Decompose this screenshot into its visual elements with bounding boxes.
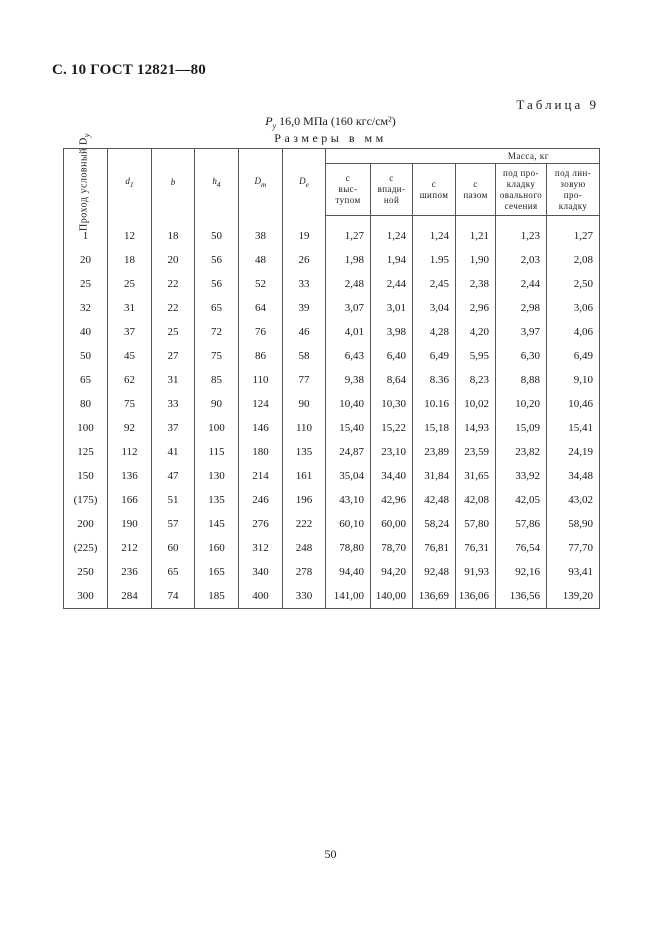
- table-cell: 90: [283, 392, 326, 416]
- table-cell: 1: [64, 224, 108, 248]
- table-cell: 23,10: [371, 440, 413, 464]
- mass-col-line: впади-: [377, 184, 406, 194]
- table-cell: 37: [108, 320, 152, 344]
- table-cell: 25: [108, 272, 152, 296]
- mass-col-line: с: [345, 173, 351, 183]
- table-cell: 278: [283, 560, 326, 584]
- table-cell: (225): [64, 536, 108, 560]
- table-cell: 19: [283, 224, 326, 248]
- table-cell: 78,70: [371, 536, 413, 560]
- table-cell: 24,19: [547, 440, 600, 464]
- table-row: [64, 224, 600, 248]
- table-cell: 92,16: [496, 560, 547, 584]
- table-cell: 161: [283, 464, 326, 488]
- table-cell: 77: [283, 368, 326, 392]
- table-cell: 248: [283, 536, 326, 560]
- table-cell: 24,87: [326, 440, 371, 464]
- table-cell: 1,90: [456, 248, 496, 272]
- table-cell: 8.36: [413, 368, 456, 392]
- mass-col-line: с: [473, 178, 478, 189]
- table-cell: 25: [152, 320, 195, 344]
- table-cell: 35,04: [326, 464, 371, 488]
- table-cell: 3,98: [371, 320, 413, 344]
- table-cell: 8,64: [371, 368, 413, 392]
- table-cell: 34,48: [547, 464, 600, 488]
- col-header-d1-text: d: [125, 175, 130, 186]
- table-cell: 57,86: [496, 512, 547, 536]
- table-cell: 42,05: [496, 488, 547, 512]
- table-cell: 92,48: [413, 560, 456, 584]
- table-cell: 64: [239, 296, 283, 320]
- table-cell: 91,93: [456, 560, 496, 584]
- table-cell: 42,08: [456, 488, 496, 512]
- table-cell: 136,06: [456, 584, 496, 609]
- table-cell: 276: [239, 512, 283, 536]
- table-cell: 10,30: [371, 392, 413, 416]
- table-cell: 136: [108, 464, 152, 488]
- table-cell: 2,98: [496, 296, 547, 320]
- col-header-de: [283, 149, 326, 216]
- table-cell: 15,09: [496, 416, 547, 440]
- table-row: [64, 584, 600, 609]
- table-cell: 15,18: [413, 416, 456, 440]
- table-cell: 76: [239, 320, 283, 344]
- table-cell: 40: [64, 320, 108, 344]
- table-row: [64, 392, 600, 416]
- table-cell: 340: [239, 560, 283, 584]
- table-cell: 52: [239, 272, 283, 296]
- table-row: [64, 248, 600, 272]
- table-cell: 330: [283, 584, 326, 609]
- table-cell: 300: [64, 584, 108, 609]
- table-cell: 4,20: [456, 320, 496, 344]
- table-cell: 10,20: [496, 392, 547, 416]
- table-cell: 6,49: [547, 344, 600, 368]
- table-cell: 38: [239, 224, 283, 248]
- table-cell: 58: [283, 344, 326, 368]
- table-cell: 31: [108, 296, 152, 320]
- table-cell: 2,50: [547, 272, 600, 296]
- table-cell: 1,21: [456, 224, 496, 248]
- pressure-symbol: P: [265, 114, 273, 128]
- table-cell: 145: [195, 512, 239, 536]
- table-cell: 1,27: [547, 224, 600, 248]
- table-cell: 18: [152, 224, 195, 248]
- table-cell: 6,49: [413, 344, 456, 368]
- table-cell: 51: [152, 488, 195, 512]
- table-cell: 94,20: [371, 560, 413, 584]
- table-cell: 31,65: [456, 464, 496, 488]
- mass-col-header: [547, 164, 600, 216]
- table-cell: 80: [64, 392, 108, 416]
- table-cell: 160: [195, 536, 239, 560]
- table-cell: 57: [152, 512, 195, 536]
- table-cell: 190: [108, 512, 152, 536]
- col-header-de-text: D: [299, 175, 306, 186]
- mass-col-line: выс-: [338, 184, 358, 194]
- mass-col-header: [326, 164, 371, 216]
- table-cell: 236: [108, 560, 152, 584]
- table-cell: 78,80: [326, 536, 371, 560]
- table-cell: 112: [108, 440, 152, 464]
- table-cell: 34,40: [371, 464, 413, 488]
- table-cell: 62: [108, 368, 152, 392]
- table-row: [64, 536, 600, 560]
- table-cell: 10,02: [456, 392, 496, 416]
- table-cell: 9,38: [326, 368, 371, 392]
- table-cell: 58,24: [413, 512, 456, 536]
- table-cell: 246: [239, 488, 283, 512]
- col-header-mass: Масса, кг: [326, 149, 600, 164]
- table-cell: 3,04: [413, 296, 456, 320]
- table-cell: 32: [64, 296, 108, 320]
- table-cell: 1,94: [371, 248, 413, 272]
- table-cell: 65: [195, 296, 239, 320]
- table-row: [64, 440, 600, 464]
- table-cell: 136,69: [413, 584, 456, 609]
- col-header-dy-text: Проход условный D: [78, 137, 89, 232]
- table-cell: 10,40: [326, 392, 371, 416]
- table-row: [64, 344, 600, 368]
- table-cell: 94,40: [326, 560, 371, 584]
- table-cell: 18: [108, 248, 152, 272]
- col-header-dy: [64, 133, 108, 232]
- table-cell: 27: [152, 344, 195, 368]
- table-cell: 25: [64, 272, 108, 296]
- table-cell: 141,00: [326, 584, 371, 609]
- table-cell: 135: [195, 488, 239, 512]
- table-cell: 33: [152, 392, 195, 416]
- mass-col-line: кладку: [558, 200, 588, 211]
- table-cell: 33: [283, 272, 326, 296]
- table-cell: 39: [283, 296, 326, 320]
- table-cell: 15,40: [326, 416, 371, 440]
- table-cell: (175): [64, 488, 108, 512]
- table-cell: 9,10: [547, 368, 600, 392]
- table-cell: 135: [283, 440, 326, 464]
- table-cell: 58,90: [547, 512, 600, 536]
- table-cell: 115: [195, 440, 239, 464]
- table-cell: 1,24: [413, 224, 456, 248]
- table-cell: 31: [152, 368, 195, 392]
- table-cell: 50: [195, 224, 239, 248]
- table-cell: 110: [283, 416, 326, 440]
- table-cell: 57,80: [456, 512, 496, 536]
- mass-col-line: пазом: [463, 189, 488, 200]
- table-cell: 166: [108, 488, 152, 512]
- mass-col-header: [371, 164, 413, 216]
- col-header-de-sub: e: [305, 179, 309, 189]
- table-cell: 56: [195, 272, 239, 296]
- table-row: [64, 272, 600, 296]
- mass-col-header: [496, 164, 547, 216]
- table-cell: 93,41: [547, 560, 600, 584]
- table-cell: 12: [108, 224, 152, 248]
- table-cell: 45: [108, 344, 152, 368]
- table-cell: 100: [64, 416, 108, 440]
- table-spacer: [64, 216, 600, 225]
- table-cell: 23,59: [456, 440, 496, 464]
- table-cell: 5,95: [456, 344, 496, 368]
- table-row: [64, 464, 600, 488]
- table-cell: 2,03: [496, 248, 547, 272]
- table-cell: 50: [64, 344, 108, 368]
- table-row: [64, 512, 600, 536]
- table-cell: 165: [195, 560, 239, 584]
- pressure-text: 16,0 МПа (160 кгс/см²): [276, 114, 396, 128]
- pressure-subscript: y: [272, 121, 277, 131]
- table-cell: 110: [239, 368, 283, 392]
- mass-col-line: шипом: [419, 189, 449, 200]
- table-cell: 6,43: [326, 344, 371, 368]
- table-cell: 65: [64, 368, 108, 392]
- table-cell: 72: [195, 320, 239, 344]
- col-header-dm-sub: m: [261, 179, 267, 189]
- table-row: [64, 416, 600, 440]
- table-cell: 4,01: [326, 320, 371, 344]
- table-cell: 75: [195, 344, 239, 368]
- table-cell: 140,00: [371, 584, 413, 609]
- table-cell: 212: [108, 536, 152, 560]
- table-cell: 22: [152, 296, 195, 320]
- mass-col-line: тупом: [335, 195, 361, 205]
- table-row: [64, 320, 600, 344]
- table-cell: 1,98: [326, 248, 371, 272]
- table-cell: 130: [195, 464, 239, 488]
- mass-col-header: [456, 164, 496, 216]
- table-cell: 47: [152, 464, 195, 488]
- table-cell: 26: [283, 248, 326, 272]
- table-cell: 37: [152, 416, 195, 440]
- col-header-dy-sub: у: [82, 133, 91, 138]
- table-cell: 41: [152, 440, 195, 464]
- mass-col-line: под про-: [503, 167, 539, 178]
- table-cell: 85: [195, 368, 239, 392]
- table-cell: 48: [239, 248, 283, 272]
- mass-col-line: кладку: [506, 178, 536, 189]
- table-cell: 65: [152, 560, 195, 584]
- col-header-d1-sub: 1: [129, 179, 134, 189]
- table-cell: 76,81: [413, 536, 456, 560]
- table-cell: 1.95: [413, 248, 456, 272]
- mass-col-header: [413, 164, 456, 216]
- table-cell: 214: [239, 464, 283, 488]
- mass-col-line: ной: [383, 195, 400, 205]
- table-cell: 284: [108, 584, 152, 609]
- table-cell: 20: [152, 248, 195, 272]
- table-cell: 180: [239, 440, 283, 464]
- table-cell: 8,23: [456, 368, 496, 392]
- table-cell: 185: [195, 584, 239, 609]
- table-cell: 250: [64, 560, 108, 584]
- mass-col-line: под лин-: [554, 167, 592, 178]
- table-cell: 222: [283, 512, 326, 536]
- table-cell: 2,48: [326, 272, 371, 296]
- table-cell: 1,24: [371, 224, 413, 248]
- table-cell: 43,10: [326, 488, 371, 512]
- mass-col-line: про-: [563, 189, 583, 200]
- table-cell: 56: [195, 248, 239, 272]
- table-cell: 76,54: [496, 536, 547, 560]
- table-cell: 4,06: [547, 320, 600, 344]
- table-cell: 6,30: [496, 344, 547, 368]
- table-cell: 42,96: [371, 488, 413, 512]
- table-cell: 400: [239, 584, 283, 609]
- table-cell: 74: [152, 584, 195, 609]
- table-cell: 86: [239, 344, 283, 368]
- table-cell: 2,45: [413, 272, 456, 296]
- table-cell: 22: [152, 272, 195, 296]
- col-header-b: b: [152, 149, 195, 216]
- table-cell: 6,40: [371, 344, 413, 368]
- table-cell: 3,06: [547, 296, 600, 320]
- col-header-h-text: h: [212, 175, 217, 186]
- table-cell: 15,41: [547, 416, 600, 440]
- table-cell: 14,93: [456, 416, 496, 440]
- table-cell: 60,00: [371, 512, 413, 536]
- table-cell: 8,88: [496, 368, 547, 392]
- document-header: С. 10 ГОСТ 12821—80: [52, 62, 206, 78]
- col-header-dm-text: D: [254, 175, 262, 186]
- table-cell: 4,28: [413, 320, 456, 344]
- table-cell: 3,01: [371, 296, 413, 320]
- table-cell: 60: [152, 536, 195, 560]
- table-cell: 77,70: [547, 536, 600, 560]
- table-cell: 196: [283, 488, 326, 512]
- table-cell: 23,82: [496, 440, 547, 464]
- col-header-h: [195, 149, 239, 216]
- table-cell: 31,84: [413, 464, 456, 488]
- mass-col-line: зовую: [560, 178, 586, 189]
- col-header-h-sub: 4: [216, 179, 221, 189]
- table-row: [64, 560, 600, 584]
- table-cell: 124: [239, 392, 283, 416]
- table-cell: 15,22: [371, 416, 413, 440]
- col-header-dm: [239, 149, 283, 216]
- table-cell: 2,44: [371, 272, 413, 296]
- mass-col-line: с: [431, 178, 437, 189]
- table-cell: 33,92: [496, 464, 547, 488]
- table-cell: 100: [195, 416, 239, 440]
- table-cell: 75: [108, 392, 152, 416]
- mass-col-line: с: [389, 173, 394, 183]
- table-cell: 43,02: [547, 488, 600, 512]
- pressure-caption: [0, 114, 661, 130]
- table-cell: 150: [64, 464, 108, 488]
- table-cell: 60,10: [326, 512, 371, 536]
- dimensions-caption: Размеры в мм: [274, 131, 387, 145]
- table-cell: 125: [64, 440, 108, 464]
- table-cell: 2,96: [456, 296, 496, 320]
- table-cell: 2,38: [456, 272, 496, 296]
- table-cell: 3,07: [326, 296, 371, 320]
- table-cell: 20: [64, 248, 108, 272]
- table-cell: 42,48: [413, 488, 456, 512]
- table-label: Таблица 9: [516, 97, 599, 112]
- table-cell: 92: [108, 416, 152, 440]
- col-header-d1: [108, 149, 152, 216]
- table-cell: 76,31: [456, 536, 496, 560]
- mass-col-line: овального: [499, 189, 543, 200]
- table-cell: 23,89: [413, 440, 456, 464]
- table-cell: 1,27: [326, 224, 371, 248]
- table-row: [64, 296, 600, 320]
- table-cell: 146: [239, 416, 283, 440]
- mass-col-line: сечения: [504, 200, 538, 211]
- table-row: [64, 488, 600, 512]
- table-cell: 312: [239, 536, 283, 560]
- table-cell: 139,20: [547, 584, 600, 609]
- table-cell: 10.16: [413, 392, 456, 416]
- table-cell: 46: [283, 320, 326, 344]
- table-cell: 1,23: [496, 224, 547, 248]
- table-cell: 2,44: [496, 272, 547, 296]
- table-cell: 2,08: [547, 248, 600, 272]
- table-cell: 136,56: [496, 584, 547, 609]
- table-row: [64, 368, 600, 392]
- page-number: 50: [324, 847, 337, 861]
- table-cell: 3,97: [496, 320, 547, 344]
- table-cell: 200: [64, 512, 108, 536]
- table-cell: 90: [195, 392, 239, 416]
- table-cell: 10,46: [547, 392, 600, 416]
